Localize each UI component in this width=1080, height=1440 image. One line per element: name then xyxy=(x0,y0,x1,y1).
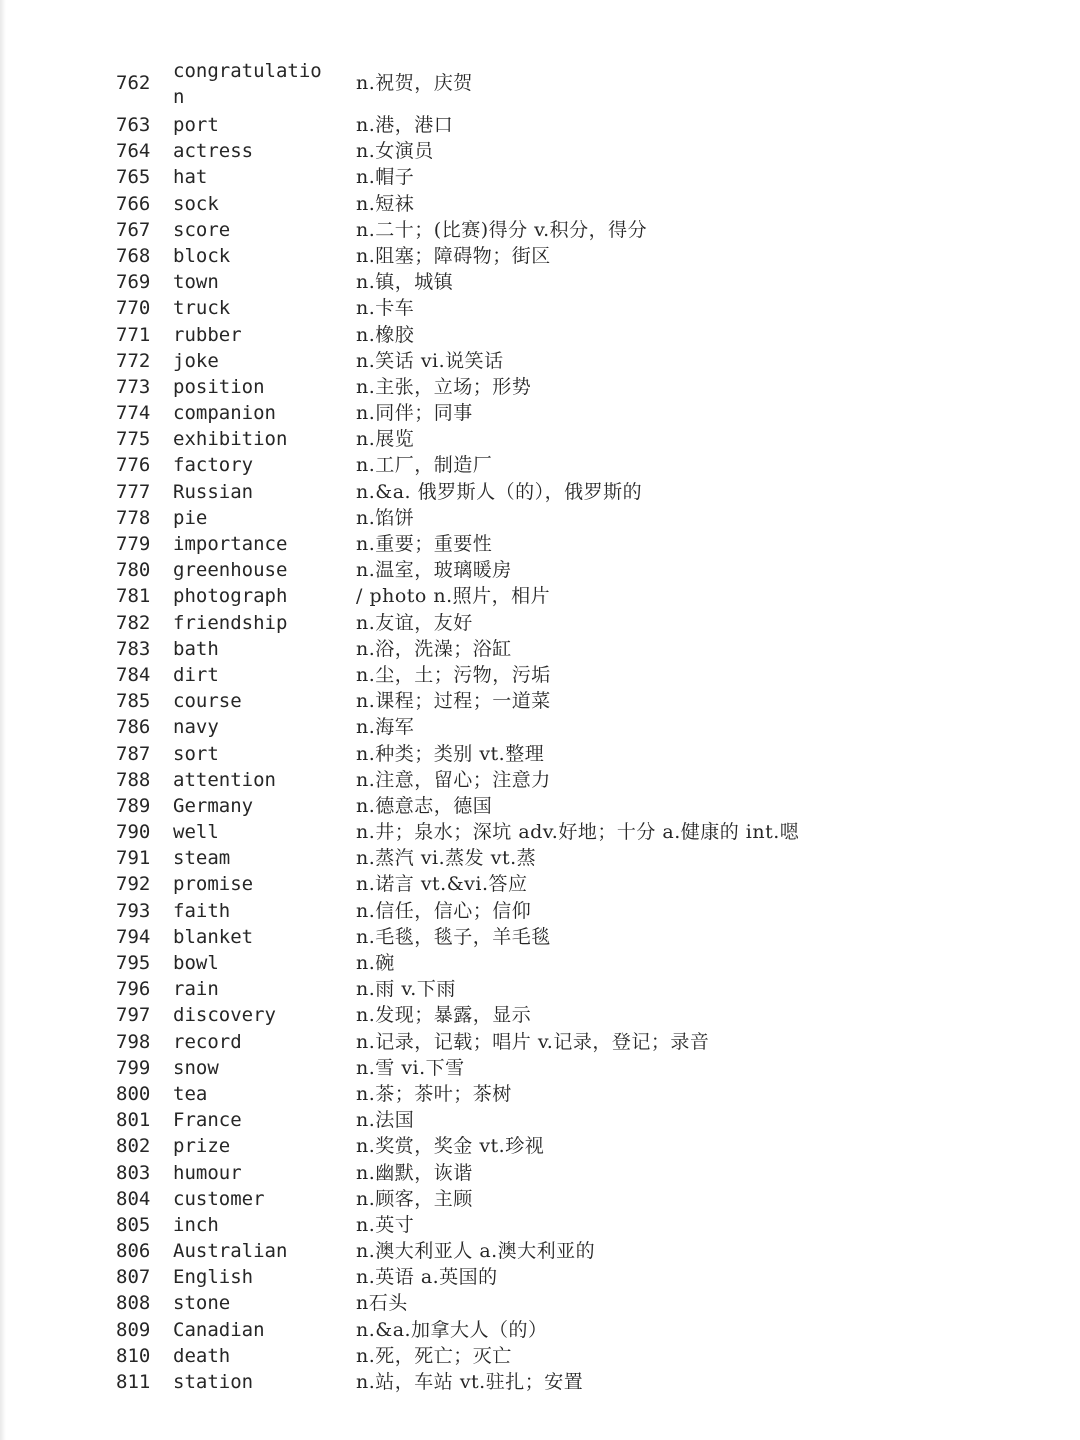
vocab-entry xyxy=(0,636,1080,662)
entry-word: inch xyxy=(173,1213,219,1236)
entry-number: 767 xyxy=(116,218,151,241)
entry-meaning: n.英语 a.英国的 xyxy=(356,1266,498,1289)
vocab-entry xyxy=(0,767,1080,793)
vocab-entry xyxy=(0,322,1080,348)
vocab-entry xyxy=(0,138,1080,164)
vocab-entry xyxy=(0,1055,1080,1081)
entry-meaning: n.记录，记载；唱片 v.记录，登记；录音 xyxy=(356,1030,710,1053)
entry-meaning: n.蒸汽 vi.蒸发 vt.蒸 xyxy=(356,847,537,870)
entry-number: 770 xyxy=(116,297,151,320)
entry-word: congratulation xyxy=(173,60,322,108)
entry-word: snow xyxy=(173,1056,219,1079)
entry-number: 787 xyxy=(116,742,151,765)
vocab-entry xyxy=(0,531,1080,557)
vocab-entry xyxy=(0,426,1080,452)
vocab-entry xyxy=(0,610,1080,636)
entry-word: position xyxy=(173,375,265,398)
entry-meaning: n.雨 v.下雨 xyxy=(356,978,456,1001)
entry-word: truck xyxy=(173,297,231,320)
vocab-entry xyxy=(0,1081,1080,1107)
entry-word: joke xyxy=(173,349,219,372)
entry-number: 782 xyxy=(116,611,151,634)
entry-number: 809 xyxy=(116,1318,151,1341)
entry-word: friendship xyxy=(173,611,288,634)
vocab-entry xyxy=(0,950,1080,976)
entry-meaning: n.英寸 xyxy=(356,1213,415,1236)
entry-meaning: / photo n.照片，相片 xyxy=(356,585,551,608)
entry-number: 776 xyxy=(116,454,151,477)
vocab-entry xyxy=(0,1002,1080,1028)
vocab-entry xyxy=(0,741,1080,767)
entry-word: stone xyxy=(173,1292,231,1315)
entry-number: 768 xyxy=(116,244,151,267)
entry-meaning: n.茶；茶叶；茶树 xyxy=(356,1082,512,1105)
entry-word: rain xyxy=(173,978,219,1001)
entry-number: 797 xyxy=(116,1004,151,1027)
entry-meaning: n.橡胶 xyxy=(356,323,415,346)
entry-meaning: n.尘，土；污物，污垢 xyxy=(356,663,551,686)
vocab-entry xyxy=(0,112,1080,138)
entry-number: 802 xyxy=(116,1135,151,1158)
entry-number: 788 xyxy=(116,768,151,791)
entry-word: Russian xyxy=(173,480,254,503)
entry-number: 803 xyxy=(116,1161,151,1184)
entry-number: 778 xyxy=(116,506,151,529)
entry-number: 798 xyxy=(116,1030,151,1053)
vocab-entry xyxy=(0,557,1080,583)
entry-word: factory xyxy=(173,454,254,477)
vocab-entry xyxy=(0,714,1080,740)
vocab-entry xyxy=(0,1317,1080,1343)
entry-word: Canadian xyxy=(173,1318,265,1341)
vocab-entry xyxy=(0,56,1080,112)
entry-meaning: n.澳大利亚人 a.澳大利亚的 xyxy=(356,1240,596,1263)
vocab-entry xyxy=(0,1107,1080,1133)
entry-meaning: n.种类；类别 vt.整理 xyxy=(356,742,545,765)
entry-number: 786 xyxy=(116,716,151,739)
entry-number: 807 xyxy=(116,1266,151,1289)
vocab-entry xyxy=(0,662,1080,688)
entry-word: sock xyxy=(173,192,219,215)
entry-word: bath xyxy=(173,637,219,660)
vocab-entry xyxy=(0,871,1080,897)
entry-meaning: n.课程；过程；一道菜 xyxy=(356,690,551,713)
vocab-entry xyxy=(0,374,1080,400)
entry-number: 771 xyxy=(116,323,151,346)
entry-word: actress xyxy=(173,140,254,163)
entry-word: hat xyxy=(173,166,208,189)
entry-word: course xyxy=(173,690,242,713)
vocab-entry xyxy=(0,191,1080,217)
vocab-entry xyxy=(0,1029,1080,1055)
entry-number: 792 xyxy=(116,873,151,896)
vocab-entry xyxy=(0,164,1080,190)
entry-number: 775 xyxy=(116,428,151,451)
entry-word: exhibition xyxy=(173,428,288,451)
entry-meaning: n.碗 xyxy=(356,952,395,974)
entry-number: 796 xyxy=(116,978,151,1001)
entry-number: 764 xyxy=(116,140,151,163)
entry-meaning: n.毛毯，毯子，羊毛毯 xyxy=(356,925,551,948)
vocab-entry xyxy=(0,479,1080,505)
entry-meaning: n.工厂，制造厂 xyxy=(356,454,493,477)
vocab-entry xyxy=(0,269,1080,295)
vocab-entry xyxy=(0,1238,1080,1264)
entry-meaning: n.卡车 xyxy=(356,297,415,320)
entry-word: discovery xyxy=(173,1004,276,1027)
entry-meaning: n.馅饼 xyxy=(356,506,415,529)
vocab-entry xyxy=(0,793,1080,819)
entry-number: 763 xyxy=(116,114,151,136)
entry-meaning: n.主张，立场；形势 xyxy=(356,375,532,398)
entry-word: port xyxy=(173,114,219,136)
entry-meaning: n.海军 xyxy=(356,716,415,739)
entry-word: greenhouse xyxy=(173,559,288,582)
entry-word: Australian xyxy=(173,1240,288,1263)
entry-number: 801 xyxy=(116,1109,151,1132)
entry-word: steam xyxy=(173,847,231,870)
entry-word: score xyxy=(173,218,231,241)
vocab-entry xyxy=(0,583,1080,609)
entry-meaning: n.重要；重要性 xyxy=(356,533,493,555)
entry-word: navy xyxy=(173,716,219,739)
entry-word: France xyxy=(173,1109,242,1132)
vocab-entry xyxy=(0,976,1080,1002)
entry-meaning: n.&a.加拿大人（的） xyxy=(356,1318,548,1341)
entry-number: 799 xyxy=(116,1056,151,1079)
entry-number: 810 xyxy=(116,1344,151,1367)
entry-meaning: n.注意，留心；注意力 xyxy=(356,768,551,791)
entry-number: 800 xyxy=(116,1082,151,1105)
entry-word: rubber xyxy=(173,323,242,346)
vocab-entry xyxy=(0,1290,1080,1316)
entry-meaning: n.帽子 xyxy=(356,166,415,189)
entry-number: 783 xyxy=(116,637,151,660)
entry-meaning: n.笑话 vi.说笑话 xyxy=(356,349,504,372)
vocab-entry xyxy=(0,452,1080,478)
entry-number: 766 xyxy=(116,192,151,215)
entry-word: prize xyxy=(173,1135,231,1158)
entry-meaning: n.展览 xyxy=(356,428,415,451)
entry-number: 781 xyxy=(116,585,151,608)
entry-number: 769 xyxy=(116,271,151,294)
entry-word: blanket xyxy=(173,925,254,948)
entry-number: 784 xyxy=(116,663,151,686)
vocab-entry xyxy=(0,1133,1080,1159)
entry-meaning: n.发现；暴露，显示 xyxy=(356,1004,532,1027)
entry-number: 785 xyxy=(116,690,151,713)
entry-meaning: n.浴，洗澡；浴缸 xyxy=(356,637,512,660)
entry-word: customer xyxy=(173,1187,265,1210)
entry-meaning: n.幽默，诙谐 xyxy=(356,1161,473,1184)
entry-meaning: n.雪 vi.下雪 xyxy=(356,1056,465,1079)
vocab-entry xyxy=(0,1369,1080,1395)
entry-word: humour xyxy=(173,1161,242,1184)
vocab-entry xyxy=(0,688,1080,714)
entry-meaning: n.站，车站 vt.驻扎；安置 xyxy=(356,1371,584,1393)
vocab-entry xyxy=(0,295,1080,321)
entry-meaning: n.友谊，友好 xyxy=(356,611,473,634)
entry-number: 777 xyxy=(116,480,151,503)
vocab-entry xyxy=(0,1186,1080,1212)
entry-word: photograph xyxy=(173,585,288,608)
entry-word: record xyxy=(173,1030,242,1053)
entry-meaning: n.女演员 xyxy=(356,140,434,163)
entry-meaning: n.港，港口 xyxy=(356,114,454,136)
entry-word: town xyxy=(173,271,219,294)
entry-word: station xyxy=(173,1371,254,1393)
entry-meaning: n.死，死亡；灭亡 xyxy=(356,1344,512,1367)
entry-word: well xyxy=(173,821,219,844)
vocab-entry xyxy=(0,924,1080,950)
entry-meaning: n.德意志，德国 xyxy=(356,794,493,817)
vocab-entry xyxy=(0,1212,1080,1238)
entry-number: 780 xyxy=(116,559,151,582)
entry-meaning: n.井；泉水；深坑 adv.好地；十分 a.健康的 int.嗯 xyxy=(356,821,800,844)
vocab-entry xyxy=(0,819,1080,845)
entry-number: 806 xyxy=(116,1240,151,1263)
entry-word: block xyxy=(173,244,231,267)
entry-number: 773 xyxy=(116,375,151,398)
entry-meaning: n.短袜 xyxy=(356,192,415,215)
vocab-entry xyxy=(0,400,1080,426)
entry-number: 774 xyxy=(116,402,151,425)
vocab-entry xyxy=(0,1160,1080,1186)
entry-meaning: n.阻塞；障碍物；街区 xyxy=(356,244,551,267)
entry-number: 762 xyxy=(116,72,151,94)
vocab-entry xyxy=(0,217,1080,243)
vocab-entry xyxy=(0,1264,1080,1290)
vocab-entry xyxy=(0,845,1080,871)
entry-meaning: n.奖赏，奖金 vt.珍视 xyxy=(356,1135,545,1158)
entry-meaning: n.顾客，主顾 xyxy=(356,1187,473,1210)
entry-number: 804 xyxy=(116,1187,151,1210)
entry-word: sort xyxy=(173,742,219,765)
entry-word: dirt xyxy=(173,663,219,686)
entry-meaning: n.诺言 vt.&vi.答应 xyxy=(356,873,528,896)
entry-meaning: n.同伴；同事 xyxy=(356,402,473,425)
vocab-entry xyxy=(0,1343,1080,1369)
entry-meaning: n.镇，城镇 xyxy=(356,271,454,294)
entry-word: Germany xyxy=(173,794,254,817)
entry-word: tea xyxy=(173,1082,208,1105)
entry-meaning: n.信任，信心；信仰 xyxy=(356,899,532,922)
vocab-entry xyxy=(0,505,1080,531)
entry-number: 790 xyxy=(116,821,151,844)
vocab-entry xyxy=(0,898,1080,924)
entry-meaning: n.祝贺，庆贺 xyxy=(356,72,473,94)
entry-meaning: n石头 xyxy=(356,1292,408,1315)
entry-word: death xyxy=(173,1344,231,1367)
entry-number: 794 xyxy=(116,925,151,948)
entry-word: attention xyxy=(173,768,276,791)
entry-word: English xyxy=(173,1266,254,1289)
vocab-entry xyxy=(0,243,1080,269)
entry-meaning: n.&a. 俄罗斯人（的），俄罗斯的 xyxy=(356,480,643,503)
entry-number: 811 xyxy=(116,1371,151,1393)
entry-number: 805 xyxy=(116,1213,151,1236)
entry-number: 765 xyxy=(116,166,151,189)
entry-word: faith xyxy=(173,899,231,922)
entry-number: 772 xyxy=(116,349,151,372)
entry-word: bowl xyxy=(173,952,219,974)
vocab-entry xyxy=(0,348,1080,374)
entry-meaning: n.法国 xyxy=(356,1109,415,1132)
entry-number: 793 xyxy=(116,899,151,922)
entry-word: pie xyxy=(173,506,208,529)
entry-number: 789 xyxy=(116,794,151,817)
entry-meaning: n.二十；(比赛)得分 v.积分，得分 xyxy=(356,218,648,241)
entry-word: promise xyxy=(173,873,254,896)
entry-number: 795 xyxy=(116,952,151,974)
entry-number: 808 xyxy=(116,1292,151,1315)
entry-number: 779 xyxy=(116,533,151,555)
entry-meaning: n.温室，玻璃暖房 xyxy=(356,559,512,582)
entry-word: importance xyxy=(173,533,288,555)
entry-number: 791 xyxy=(116,847,151,870)
entry-word: companion xyxy=(173,402,276,425)
